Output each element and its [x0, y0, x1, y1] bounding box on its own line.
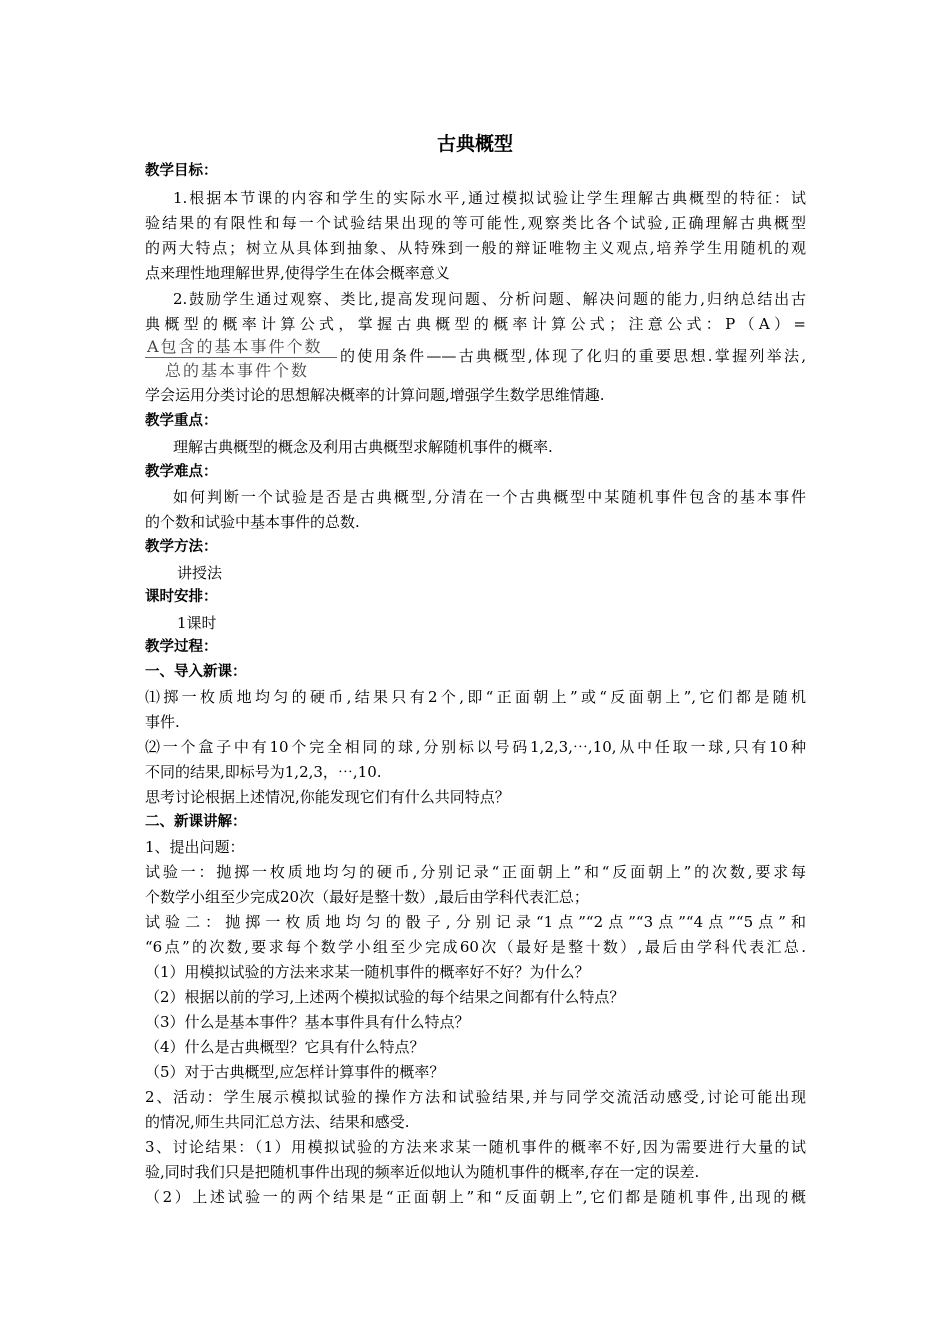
intro-heading: 一、导入新课：	[145, 664, 247, 680]
intro-line: 事件.	[145, 713, 180, 731]
schedule-heading: 课时安排：	[145, 589, 218, 605]
question-item: （1）用模拟试验的方法来求某一随机事件的概率好不好？为什么？	[145, 963, 590, 981]
difficulty-line: 的个数和试验中基本事件的总数.	[145, 513, 360, 531]
method-heading: 教学方法：	[145, 539, 218, 555]
new-lesson-line: 1、提出问题：	[145, 838, 245, 856]
probability-formula	[145, 334, 337, 380]
difficulty-heading: 教学难点：	[145, 464, 218, 480]
new-lesson-line: 2、活动：学生展示模拟试验的操作方法和试验结果,并与同学交流活动感受,讨论可能出现	[145, 1088, 806, 1106]
question-item: （2）根据以前的学习,上述两个模拟试验的每个结果之间都有什么特点？	[145, 988, 625, 1006]
new-lesson-line: 试验二：抛掷一枚质地均匀的骰子,分别记录“1点”“2点”“3点”“4点”“5点”和	[145, 913, 806, 931]
intro-line: 思考讨论根据上述情况,你能发现它们有什么共同特点？	[145, 788, 510, 806]
formula-numerator: A包含的基本事件个数	[147, 337, 323, 356]
goals-p1-line: 的两大特点；树立从具体到抽象、从特殊到一般的辩证唯物主义观点,培养学生用随机的观	[145, 239, 806, 257]
key-point-heading: 教学重点：	[145, 413, 218, 429]
schedule-text: 1课时	[177, 614, 217, 632]
question-item: （4）什么是古典概型？它具有什么特点？	[145, 1038, 425, 1056]
process-heading: 教学过程：	[145, 639, 218, 655]
goals-p2-after-formula: 的使用条件——古典概型,体现了化归的重要思想.掌握列举法,	[340, 347, 806, 365]
intro-line: ⑵一个盒子中有10个完全相同的球,分别标以号码1,2,3,⋯,10,从中任取一球,只有10种	[145, 738, 806, 756]
question-item: （3）什么是基本事件？基本事件具有什么特点？	[145, 1013, 470, 1031]
intro-line: ⑴掷一枚质地均匀的硬币,结果只有2个,即“正面朝上”或“反面朝上”,它们都是随机	[145, 688, 806, 706]
formula-denominator: 总的基本事件个数	[165, 361, 310, 380]
new-lesson-line: 验,同时我们只是把随机事件出现的频率近似地认为随机事件的概率,存在一定的误差.	[145, 1163, 700, 1181]
key-point-text: 理解古典概型的概念及利用古典概型求解随机事件的概率.	[173, 438, 553, 456]
method-text: 讲授法	[177, 564, 223, 582]
goals-p2-line: 2.鼓励学生通过观察、类比,提高发现问题、分析问题、解决问题的能力,归纳总结出古	[173, 290, 806, 308]
intro-line: 不同的结果,即标号为1,2,3，⋯,10.	[145, 763, 382, 781]
new-lesson-line: （2）上述试验一的两个结果是“正面朝上”和“反面朝上”,它们都是随机事件,出现的概	[145, 1188, 806, 1206]
page-title: 古典概型	[436, 133, 513, 155]
new-lesson-line: “6点”的次数,要求每个数学小组至少完成60次（最好是整十数）,最后由学科代表汇总.	[145, 938, 806, 956]
question-item: （5）对于古典概型,应怎样计算事件的概率？	[145, 1063, 445, 1081]
goals-p2-line: 典概型的概率计算公式，掌握古典概型的概率计算公式；注意公式：P（A）=	[145, 315, 806, 333]
new-lesson-line: 个数学小组至少完成20次（最好是整十数）,最后由学科代表汇总；	[145, 888, 589, 906]
new-lesson-heading: 二、新课讲解：	[145, 814, 247, 830]
goals-p2-last-line: 学会运用分类讨论的思想解决概率的计算问题,增强学生数学思维情趣.	[145, 386, 605, 404]
new-lesson-line: 的情况,师生共同汇总方法、结果和感受.	[145, 1113, 410, 1131]
goals-heading: 教学目标：	[145, 163, 218, 179]
goals-p1-line: 1.根据本节课的内容和学生的实际水平,通过模拟试验让学生理解古典概型的特征：试	[173, 189, 806, 207]
new-lesson-line: 试验一：抛掷一枚质地均匀的硬币,分别记录“正面朝上”和“反面朝上”的次数,要求每	[145, 863, 806, 881]
new-lesson-line: 3、讨论结果：（1）用模拟试验的方法来求某一随机事件的概率不好,因为需要进行大量的试	[145, 1138, 806, 1156]
goals-p1-line: 点来理性地理解世界,使得学生在体会概率意义	[145, 264, 450, 282]
difficulty-line: 如何判断一个试验是否是古典概型,分清在一个古典概型中某随机事件包含的基本事件	[173, 488, 806, 506]
goals-p1-line: 验结果的有限性和每一个试验结果出现的等可能性,观察类比各个试验,正确理解古典概型	[145, 214, 806, 232]
